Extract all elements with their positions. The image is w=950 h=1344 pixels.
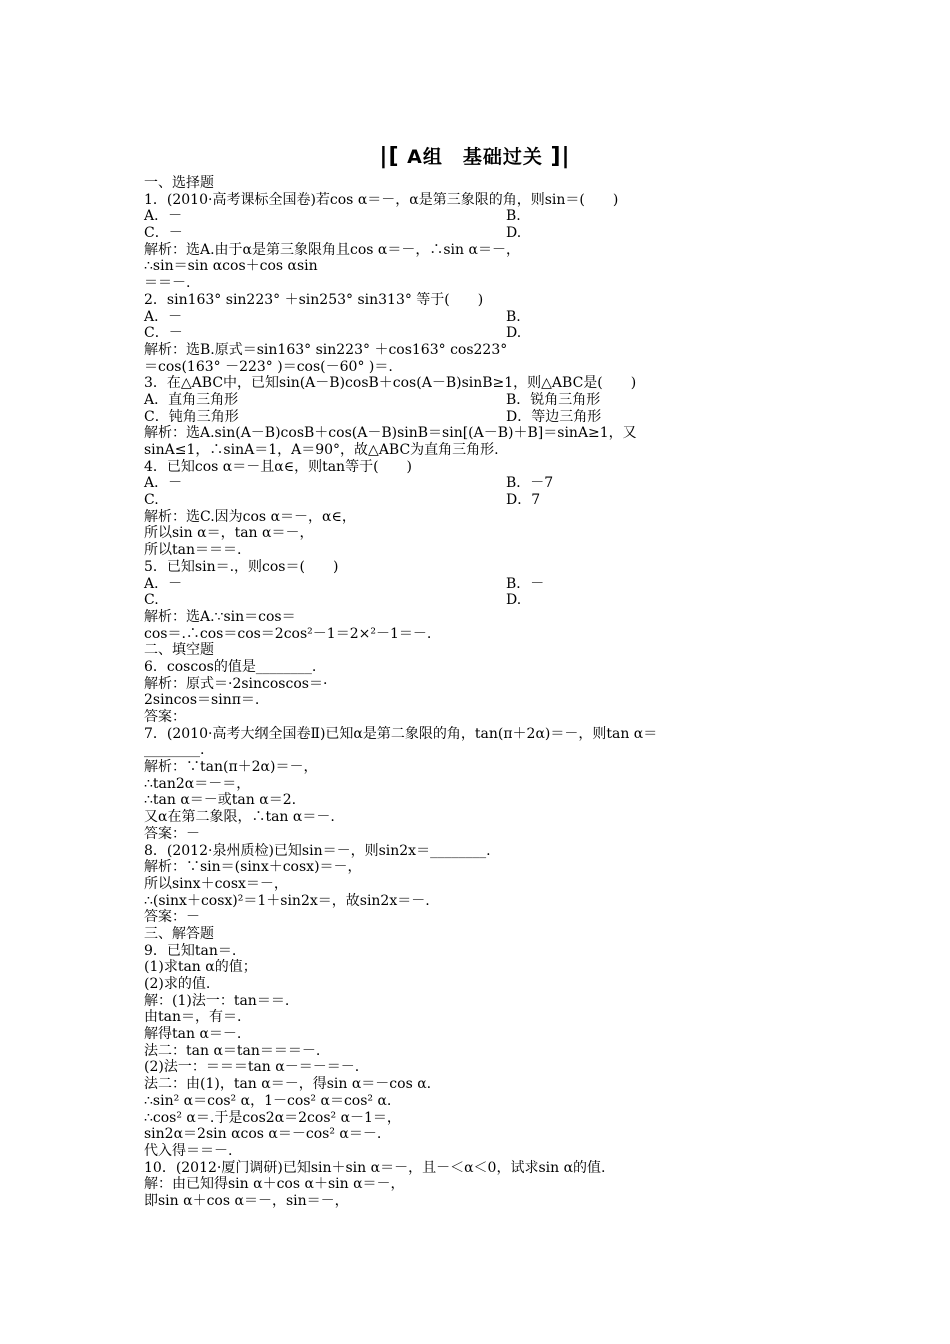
option-left: C．钝角三角形 (144, 408, 239, 425)
text-line (144, 876, 814, 893)
section-title: A组 基础过关 (407, 146, 543, 168)
line-text: ＝cos(163° －223° )＝cos(－60° )＝. (144, 358, 393, 375)
option-left: C．－ (144, 325, 183, 342)
document-body (144, 175, 814, 1210)
text-line (144, 959, 814, 976)
text-line (144, 1143, 814, 1160)
text-line (144, 192, 814, 209)
line-text: (2)求的值. (144, 976, 211, 992)
text-line (144, 509, 814, 526)
text-line (144, 926, 814, 943)
text-line (144, 475, 814, 492)
text-line (144, 542, 814, 559)
line-text: sinA≤1，∴sinA＝1，A＝90°，故△ABC为直角三角形. (144, 442, 499, 458)
line-text: 解析：选A.sin(A－B)cosB＋cos(A－B)sinB＝sin[(A－B)＋B]＝sinA≥1，又 (144, 425, 637, 442)
line-text: 解析：∵sin＝(sinx＋cosx)＝－， (144, 859, 362, 876)
section-header (0, 142, 950, 172)
text-line (144, 642, 814, 659)
option-left: A．直角三角形 (144, 391, 239, 408)
line-text: 法二：tan α＝tan＝＝＝－. (144, 1042, 321, 1059)
line-text: 2sincos＝sinπ＝. (144, 692, 260, 709)
text-line (144, 592, 814, 609)
line-text: 所以sin α＝，tan α＝－， (144, 525, 314, 542)
line-text: 解析：原式＝·2sincoscos＝· (144, 675, 328, 692)
text-line (144, 292, 814, 309)
option-right: D. (506, 592, 522, 609)
option-left: C. (144, 492, 159, 509)
header-right-bracket: ]| (550, 144, 571, 169)
text-line (144, 943, 814, 960)
text-line (144, 1193, 814, 1210)
line-text: 三、解答题 (144, 925, 214, 942)
line-text: 即sin α＋cos α＝－，sin＝－， (144, 1192, 349, 1209)
text-line (144, 1026, 814, 1043)
option-left: A．－ (144, 475, 183, 492)
text-line (144, 225, 814, 242)
line-text: 解析：选C.因为cos α＝－，α∈， (144, 508, 356, 525)
text-line (144, 1093, 814, 1110)
line-text: 1．(2010·高考课标全国卷)若cos α＝－，α是第三象限的角，则sin＝( ) (144, 191, 619, 208)
text-line (144, 742, 814, 759)
text-line (144, 726, 814, 743)
line-text: 由tan＝，有＝. (144, 1009, 242, 1026)
line-text: 答案：－ (144, 909, 200, 926)
text-line (144, 1176, 814, 1193)
option-right: B. (506, 308, 521, 325)
option-left: A．－ (144, 575, 183, 592)
line-text: (1)求tan α的值； (144, 959, 257, 976)
text-line (144, 1059, 814, 1076)
line-text: ∴tan α＝－或tan α＝2. (144, 792, 297, 809)
text-line (144, 442, 814, 459)
option-left: A．－ (144, 308, 183, 325)
text-line (144, 409, 814, 426)
line-text: ＝＝－. (144, 275, 191, 292)
text-line (144, 759, 814, 776)
text-line (144, 208, 814, 225)
text-line (144, 609, 814, 626)
line-text: 解析：选B.原式＝sin163° sin223° ＋cos163° cos223° (144, 341, 508, 358)
line-text: 4．已知cos α＝－且α∈，则tan等于( ) (144, 458, 412, 475)
text-line (144, 375, 814, 392)
text-line (144, 692, 814, 709)
option-left: A．－ (144, 208, 183, 225)
text-line (144, 576, 814, 593)
line-text: 一、选择题 (144, 175, 214, 191)
line-text: 解得tan α＝－. (144, 1026, 242, 1043)
line-text: 答案：－ (144, 825, 200, 842)
text-line (144, 359, 814, 376)
line-text: 10．(2012·厦门调研)已知sin＋sin α＝－，且－＜α＜0，试求sin α的值. (144, 1159, 606, 1176)
text-line (144, 776, 814, 793)
text-line (144, 459, 814, 476)
option-right: B. (506, 208, 521, 225)
text-line (144, 676, 814, 693)
text-line (144, 626, 814, 643)
line-text: 解：(1)法一：tan＝＝. (144, 992, 290, 1009)
text-line (144, 425, 814, 442)
option-right: D. (506, 225, 522, 242)
text-line (144, 792, 814, 809)
line-text: 5．已知sin＝.，则cos＝( ) (144, 558, 339, 575)
line-text: ∴tan2α＝－＝， (144, 775, 251, 792)
line-text: ∴(sinx＋cosx)²＝1＋sin2x＝，故sin2x＝－. (144, 892, 430, 909)
text-line (144, 843, 814, 860)
line-text: 答案： (144, 709, 186, 725)
option-right: B．－7 (506, 475, 554, 492)
text-line (144, 309, 814, 326)
line-text: 2．sin163° sin223° ＋sin253° sin313° 等于( ) (144, 291, 484, 308)
text-line (144, 709, 814, 726)
text-line (144, 275, 814, 292)
line-text: ∴sin² α＝cos² α，1－cos² α＝cos² α. (144, 1092, 392, 1109)
text-line (144, 1110, 814, 1127)
text-line (144, 1160, 814, 1177)
header-left-bracket: |[ (379, 144, 400, 169)
text-line (144, 525, 814, 542)
line-text: ________. (144, 742, 205, 759)
text-line (144, 826, 814, 843)
option-right: B．锐角三角形 (506, 391, 601, 408)
line-text: cos＝.∴cos＝cos＝2cos²－1＝2×²－1＝－. (144, 625, 432, 642)
text-line (144, 1009, 814, 1026)
line-text: (2)法一：＝＝＝tan α－＝－＝－. (144, 1059, 360, 1076)
line-text: 解：由已知得sin α＋cos α＋sin α＝－， (144, 1176, 405, 1193)
line-text: 所以tan＝＝＝. (144, 542, 242, 559)
text-line (144, 175, 814, 192)
line-text: ∴cos² α＝.于是cos2α＝2cos² α－1＝， (144, 1109, 401, 1126)
text-line (144, 909, 814, 926)
line-text: 8．(2012·泉州质检)已知sin＝－，则sin2x＝________. (144, 842, 491, 859)
text-line (144, 342, 814, 359)
line-text: 代入得＝＝－. (144, 1142, 233, 1159)
text-line (144, 809, 814, 826)
option-right: B．－ (506, 575, 545, 592)
text-line (144, 1126, 814, 1143)
text-line (144, 1043, 814, 1060)
option-left: C．－ (144, 225, 183, 242)
option-right: D．7 (506, 492, 541, 509)
text-line (144, 993, 814, 1010)
line-text: 又α在第二象限，∴tan α＝－. (144, 809, 335, 826)
line-text: 解析：选A.由于α是第三象限角且cos α＝－，∴sin α＝－， (144, 241, 520, 258)
line-text: 二、填空题 (144, 642, 214, 659)
text-line (144, 559, 814, 576)
line-text: 所以sinx＋cosx＝－， (144, 875, 288, 892)
line-text: 法二：由(1)，tan α＝－，得sin α＝－cos α. (144, 1076, 432, 1093)
line-text: 解析：∵tan(π＋2α)＝－， (144, 759, 318, 776)
option-right: D．等边三角形 (506, 408, 602, 425)
text-line (144, 976, 814, 993)
text-line (144, 242, 814, 259)
text-line (144, 1076, 814, 1093)
text-line (144, 325, 814, 342)
text-line (144, 659, 814, 676)
text-line (144, 859, 814, 876)
line-text: 7．(2010·高考大纲全国卷Ⅱ)已知α是第二象限的角，tan(π＋2α)＝－，则tan α＝ (144, 725, 658, 742)
text-line (144, 893, 814, 910)
line-text: 6．coscos的值是________. (144, 658, 317, 675)
text-line (144, 492, 814, 509)
line-text: 9．已知tan＝. (144, 942, 237, 959)
line-text: ∴sin＝sin αcos＋cos αsin (144, 258, 318, 275)
text-line (144, 392, 814, 409)
text-line (144, 258, 814, 275)
line-text: 解析：选A.∵sin＝cos＝ (144, 608, 296, 625)
option-left: C. (144, 592, 159, 609)
line-text: 3．在△ABC中，已知sin(A－B)cosB＋cos(A－B)sinB≥1，则△ABC是( ) (144, 375, 637, 392)
line-text: sin2α＝2sin αcos α＝－cos² α＝－. (144, 1126, 382, 1143)
option-right: D. (506, 325, 522, 342)
